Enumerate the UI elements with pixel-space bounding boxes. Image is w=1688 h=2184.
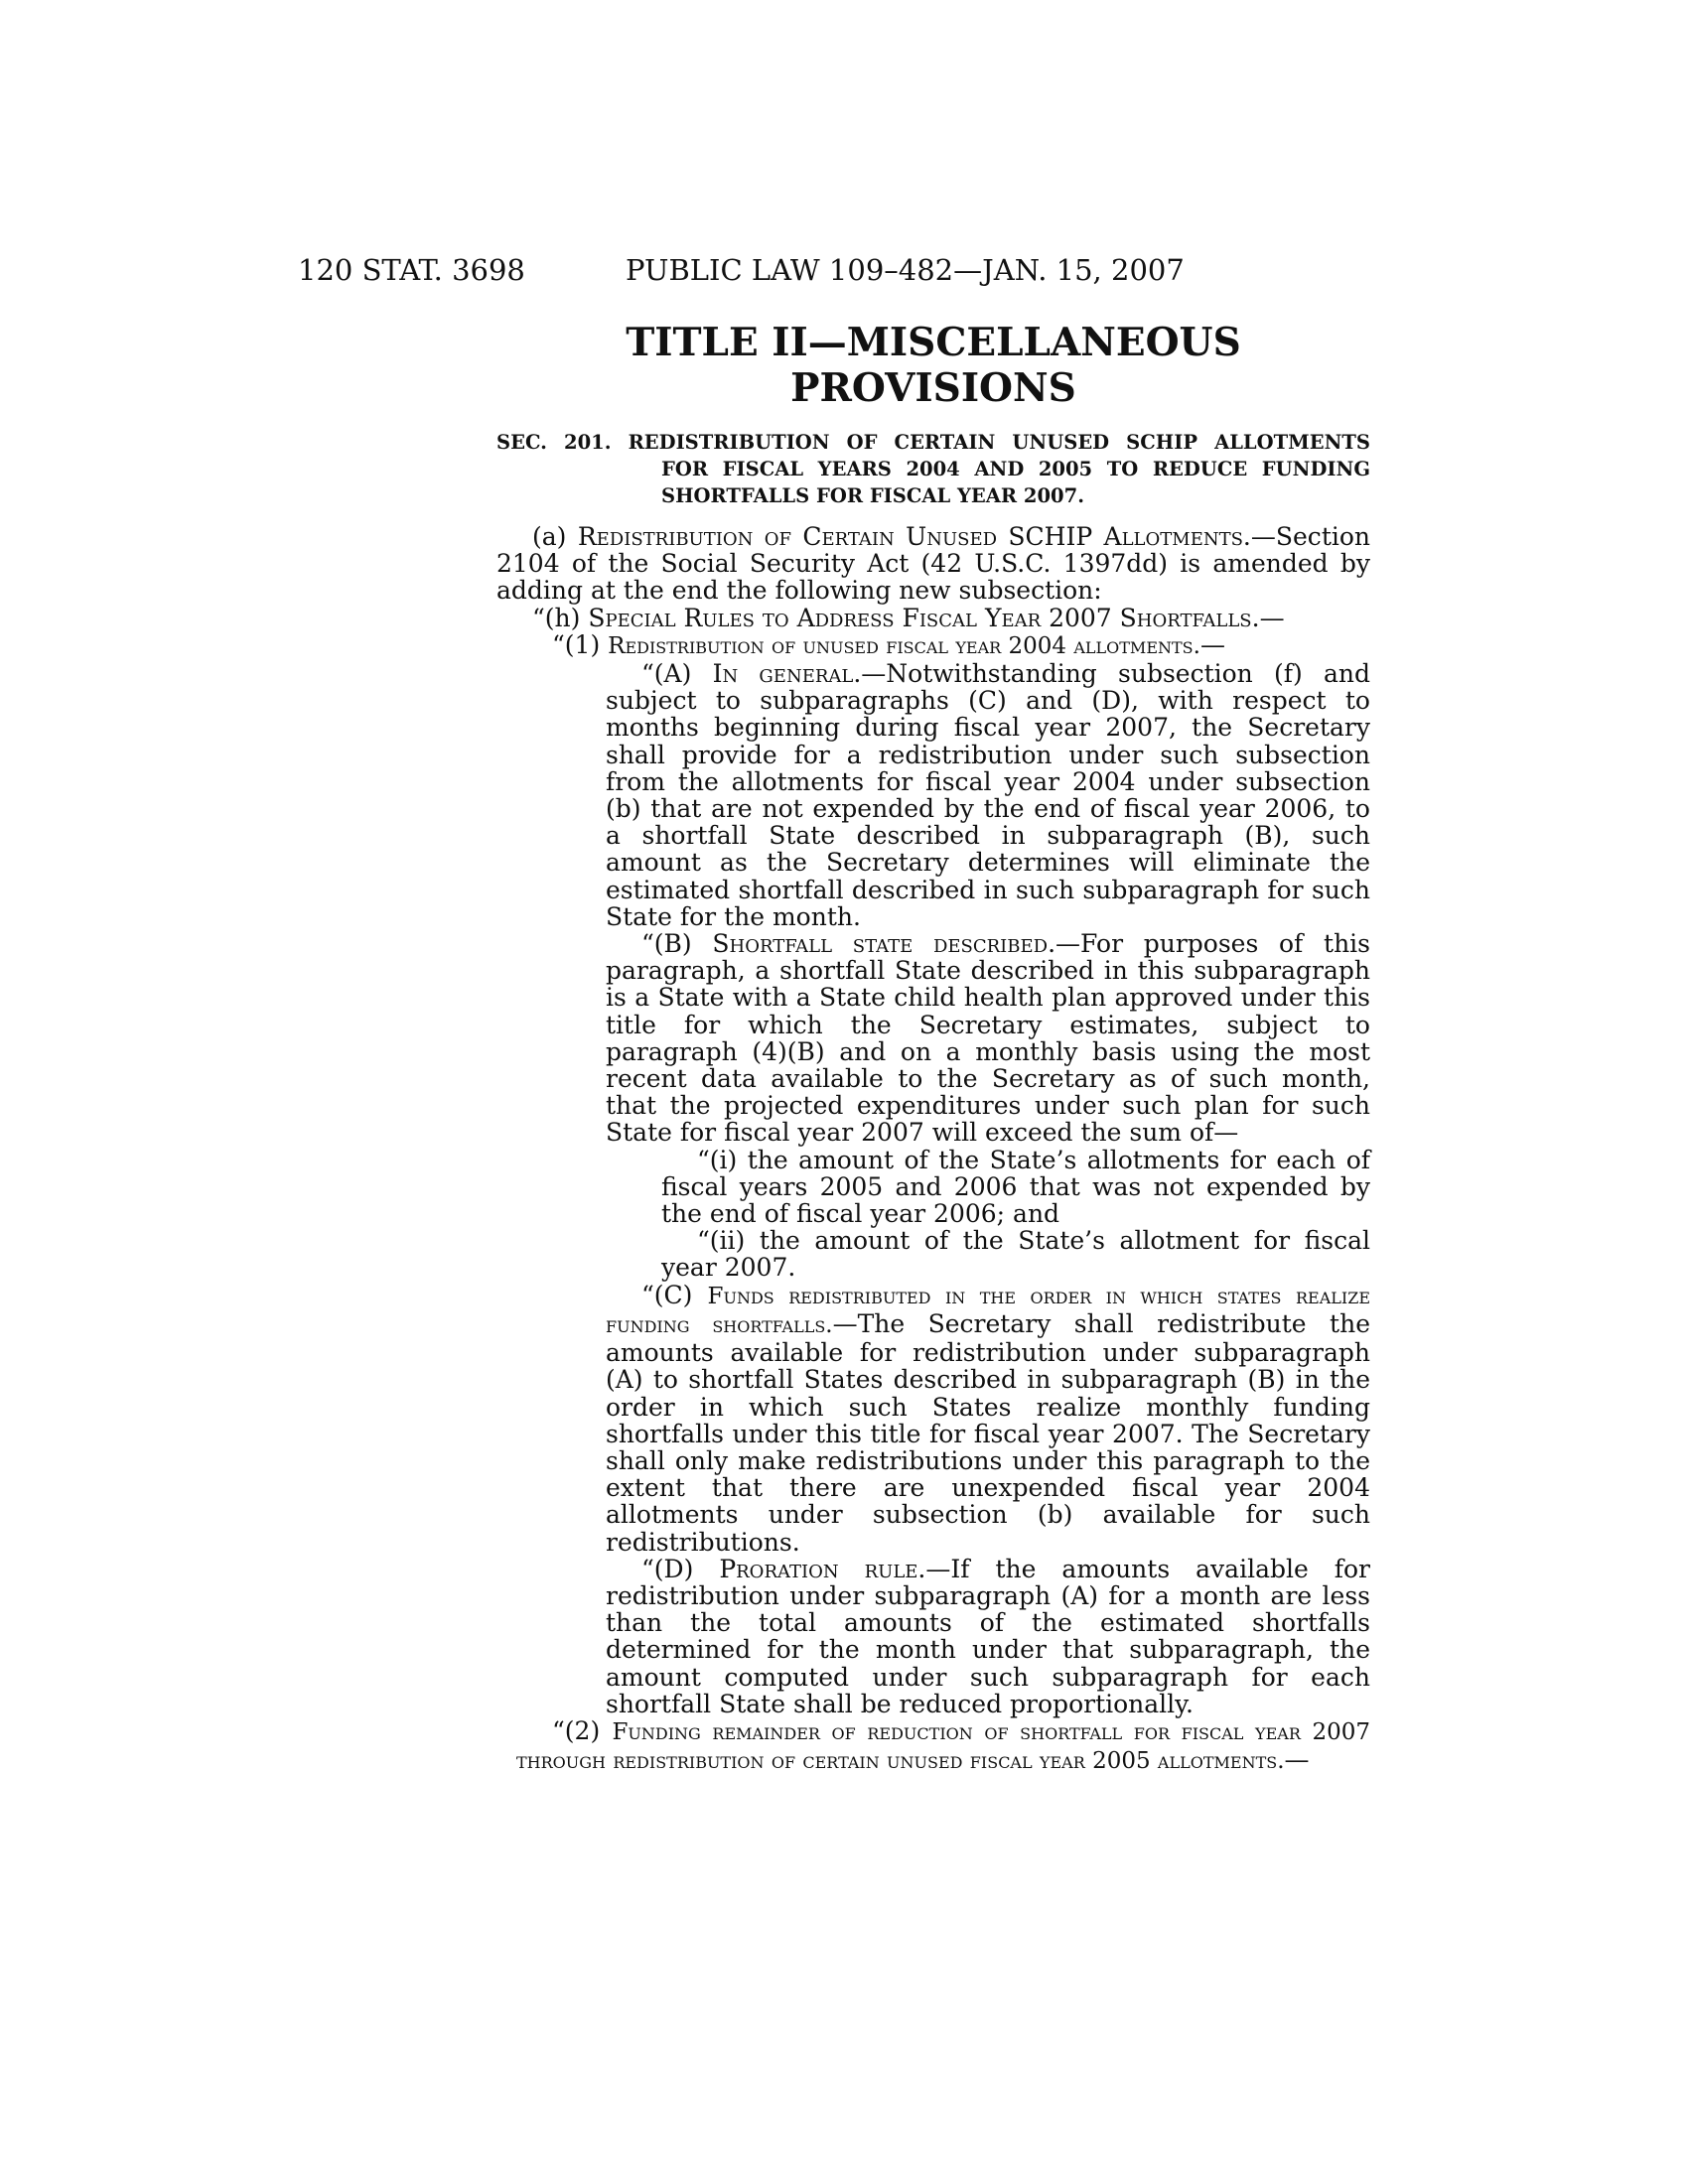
title-line-2: PROVISIONS	[790, 365, 1076, 411]
section-heading-line-2: FOR FISCAL YEARS 2004 AND 2005 TO REDUCE FUNDING	[661, 458, 1370, 480]
subparagraph-a-prefix: “(A)	[641, 659, 713, 689]
paragraph-2-heading: Funding remainder of reduction of shortfall for fiscal year 2007 through redistribution of certain unused fiscal year 2005 allotments.	[516, 1718, 1370, 1775]
subparagraph-b	[496, 930, 1370, 1147]
subsection-h	[496, 605, 1370, 631]
subparagraph-c-text: —The Secretary shall redistribute the amounts available for redistribution under subparagraph (A) to shortfall States described in subparagraph (B) in the order in which such States realize monthly funding shortfalls under this title for fiscal year 2007. The Secretary shall only make redistributions under this paragraph to the extent that there are unexpended fiscal year 2004 allotments under subsection (b) available for such redistributions.	[606, 1308, 1370, 1557]
public-law-reference: PUBLIC LAW 109–482—JAN. 15, 2007	[626, 253, 1185, 287]
paragraph-1-heading: Redistribution of unused fiscal year 2004 allotments.	[608, 632, 1200, 659]
subparagraph-c-prefix: “(C)	[641, 1280, 708, 1309]
statute-page-reference: 120 STAT. 3698	[298, 253, 525, 287]
title-heading	[496, 320, 1370, 411]
paragraph-1-prefix: “(1)	[552, 629, 609, 659]
clause-i: “(i) the amount of the State’s allotments for each of fiscal years 2005 and 2006 that was not expended by the end of fiscal year 2006; and	[661, 1145, 1370, 1229]
paragraph-2	[496, 1717, 1370, 1775]
subsection-h-prefix: “(h)	[532, 603, 589, 632]
subsection-a-text: —Section 2104 of the Social Security Act (42 U.S.C. 1397dd) is amended by adding at the end the following new subsection:	[496, 522, 1371, 606]
subsection-a-heading: Redistribution of Certain Unused SCHIP Allotments.	[577, 522, 1251, 551]
subsection-a	[496, 523, 1370, 605]
subparagraph-b-prefix: “(B)	[641, 929, 713, 959]
subparagraph-d-text: —If the amounts available for redistribution under subparagraph (A) for a month are less than the total amounts of the estimated shortfalls determined for the month under that subparagraph, the amount computed under such subparagraph for each shortfall State shall be reduced proportionally.	[606, 1554, 1371, 1718]
subparagraph-b-text: —For purposes of this paragraph, a shortfall State described in this subparagraph is a State with a State child health plan approved under this title for which the Secretary estimates, subject to paragraph (4)(B) and on a monthly basis using the most recent data available to the Secretary as of such month, that the projected expenditures under such plan for such State for fiscal year 2007 will exceed the sum of—	[606, 929, 1370, 1148]
section-heading	[496, 429, 1370, 509]
paragraph-1	[496, 631, 1370, 660]
subparagraph-a-heading: In general.	[712, 659, 862, 689]
subparagraph-c-heading: Funds redistributed in the order in which states realize funding shortfalls.	[606, 1283, 1370, 1338]
subsection-h-text: —	[1259, 603, 1285, 632]
subparagraph-a	[496, 660, 1370, 930]
subparagraph-b-heading: Shortfall state described.	[712, 929, 1056, 959]
paragraph-2-prefix: “(2)	[552, 1715, 613, 1745]
paragraph-2-text: —	[1284, 1745, 1310, 1775]
subsection-a-prefix: (a)	[532, 522, 578, 551]
subparagraph-d-heading: Proration rule.	[719, 1554, 926, 1583]
subparagraph-a-text: —Notwithstanding subsection (f) and subject to subparagraphs (C) and (D), with respect to months beginning during fiscal year 2007, the Secretary shall provide for a redistribution under such subsection from the allotments for fiscal year 2004 under subsection (b) that are not expended by the end of fiscal year 2006, to a shortfall State described in subparagraph (B), such amount as the Secretary determines will eliminate the estimated shortfall described in such subparagraph for such State for the month.	[606, 659, 1370, 931]
document-body	[496, 523, 1370, 1775]
paragraph-1-text: —	[1199, 629, 1225, 659]
title-line-1: TITLE II—MISCELLANEOUS	[626, 320, 1241, 365]
subparagraph-d	[496, 1556, 1370, 1717]
subsection-h-heading: Special Rules to Address Fiscal Year 2007 Shortfalls.	[588, 603, 1260, 632]
section-heading-line-1: SEC. 201. REDISTRIBUTION OF CERTAIN UNUSED SCHIP ALLOTMENTS	[496, 431, 1370, 454]
subparagraph-c	[496, 1282, 1370, 1556]
section-heading-line-3: SHORTFALLS FOR FISCAL YEAR 2007.	[661, 484, 1084, 507]
clause-ii: “(ii) the amount of the State’s allotment for fiscal year 2007.	[661, 1226, 1370, 1283]
subparagraph-d-prefix: “(D)	[641, 1554, 720, 1583]
